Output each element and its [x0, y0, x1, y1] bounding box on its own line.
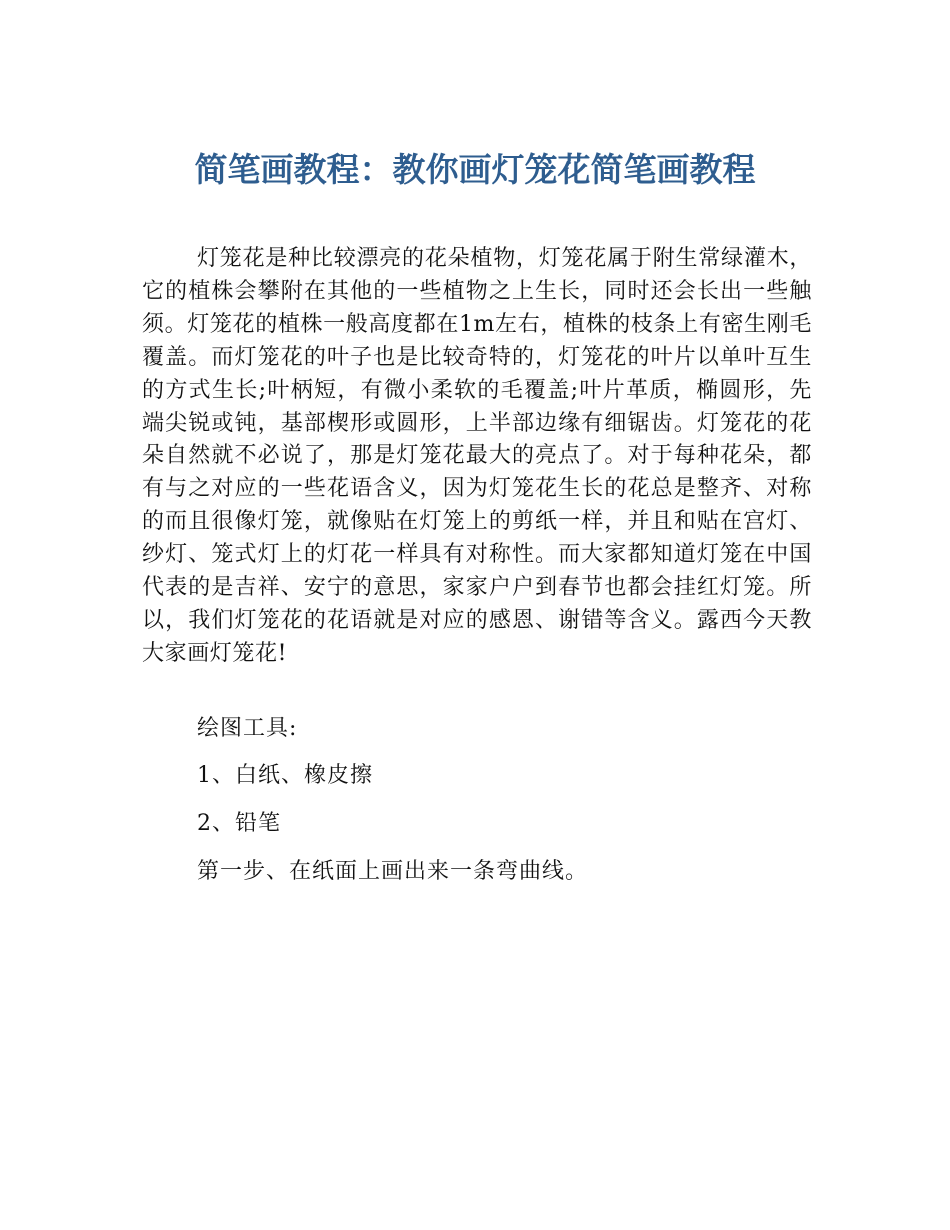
tools-heading: 绘图工具: — [197, 716, 298, 741]
intro-paragraph: 灯笼花是种比较漂亮的花朵植物，灯笼花属于附生常绿灌木，它的植株会攀附在其他的一些植物之上生长，同时还会长出一些触须。灯笼花的植株一般高度都在1m左右，植株的枝条上有密生刚毛覆盖。而灯笼花的叶子也是比较奇特的，灯笼花的叶片以单叶互生的方式生长;叶柄短，有微小柔软的毛覆盖;叶片革质，椭圆形，先端尖锐或钝，基部楔形或圆形，上半部边缘有细锯齿。灯笼花的花朵自然就不必说了，那是灯笼花最大的亮点了。对于每种花朵，都有与之对应的一些花语含义，因为灯笼花生长的花总是整齐、对称的而且很像灯笼，就像贴在灯笼上的剪纸一样，并且和贴在宫灯、纱灯、笼式灯上的灯花一样具有对称性。而大家都知道灯笼在中国代表的是吉祥、安宁的意思，家家户户到春节也都会挂红灯笼。所以，我们灯笼花的花语就是对应的感恩、谢错等含义。露西今天教大家画灯笼花! — [142, 246, 812, 666]
tool-item-2: 2、铅笔 — [197, 811, 281, 836]
tool-item-1: 1、白纸、橡皮擦 — [197, 763, 373, 788]
step-1: 第一步、在纸面上画出来一条弯曲线。 — [197, 859, 589, 884]
document-title: 简笔画教程：教你画灯笼花简笔画教程 — [194, 150, 756, 189]
